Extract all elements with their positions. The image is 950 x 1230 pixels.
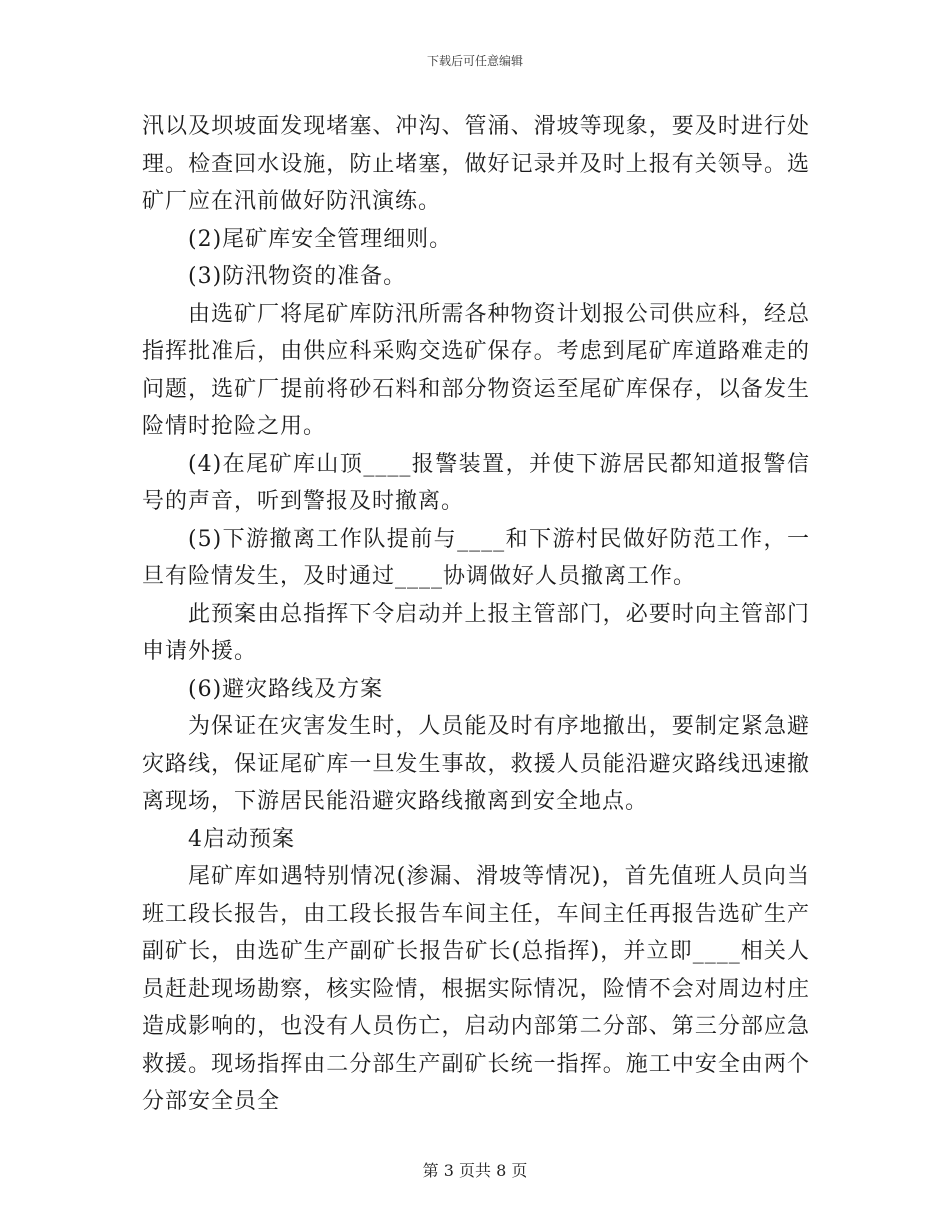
page-footer-number: 第 3 页共 8 页 — [422, 1161, 528, 1180]
section-heading-4: 4启动预案 — [188, 826, 295, 852]
list-item-2: (2)尾矿库安全管理细则。 — [188, 226, 453, 252]
list-item-6: (6)避灾路线及方案 — [188, 676, 384, 702]
list-item-4: (4)在尾矿库山顶____报警装置，并使下游居民都知道报警信号的声音，听到警报及时撤离。 — [142, 451, 810, 514]
paragraph-supplies: 由选矿厂将尾矿库防汛所需各种物资计划报公司供应科，经总指挥批准后，由供应科采购交选矿保存。考虑到尾矿库道路难走的问题，选矿厂提前将砂石料和部分物资运至尾矿库保存，以备发生险情时抢险之用。 — [142, 301, 810, 439]
paragraph-plan-activation: 此预案由总指挥下令启动并上报主管部门，必要时向主管部门申请外援。 — [142, 601, 810, 664]
list-item-3: (3)防汛物资的准备。 — [188, 264, 407, 289]
paragraph-start-plan: 尾矿库如遇特别情况(渗漏、滑坡等情况)，首先值班人员向当班工段长报告，由工段长报告车间主任，车间主任再报告选矿生产副矿长，由选矿生产副矿长报告矿长(总指挥)，并立即____相关人员赶赴现场勘察，核实险情，根据实际情况，险情不会对周边村庄造成影响的，也没有人员伤亡，启动内部第二分部、第三分部应急救援。现场指挥由二分部生产副矿长统一指挥。施工中安全由两个分部安全员全 — [142, 864, 810, 1114]
paragraph-continuation: 汛以及坝坡面发现堵塞、冲沟、管涌、滑坡等现象，要及时进行处理。检查回水设施，防止堵塞，做好记录并及时上报有关领导。选矿厂应在汛前做好防汛演练。 — [142, 114, 810, 214]
list-item-5: (5)下游撤离工作队提前与____和下游村民做好防范工作，一旦有险情发生，及时通过____协调做好人员撤离工作。 — [142, 526, 810, 589]
page-header-note: 下载后可任意编辑 — [426, 54, 523, 68]
paragraph-evacuation-route: 为保证在灾害发生时，人员能及时有序地撤出，要制定紧急避灾路线，保证尾矿库一旦发生事故，救援人员能沿避灾路线迅速撤离现场，下游居民能沿避灾路线撤离到安全地点。 — [142, 714, 810, 814]
document-body — [142, 108, 810, 1121]
